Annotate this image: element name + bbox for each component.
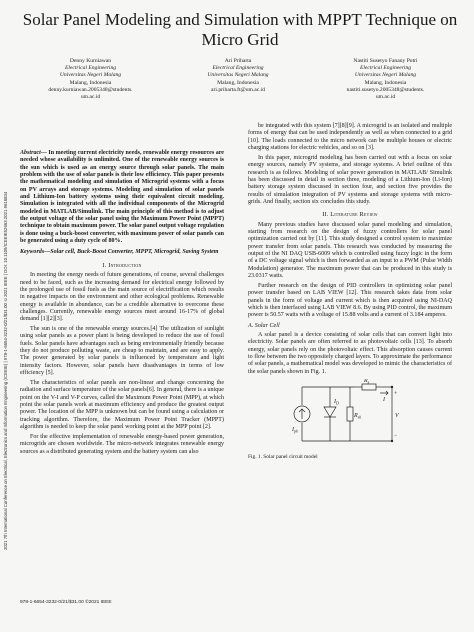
introduction-continued xyxy=(248,123,452,206)
section-heading-literature-review: II. Literature Review xyxy=(322,211,378,219)
label-rsh: R xyxy=(354,412,358,419)
svg-text:ID xyxy=(333,399,339,406)
author-block xyxy=(18,58,458,101)
author-city: Malang, Indonesia xyxy=(364,79,407,86)
paragraph: be integrated with this system [7][8][9]. A microgrid is an isolated and multiple forms of energy that can be used independently as well as when connected to a grid [10]. The loads connected to the micro network can be multiple houses or electric charging stations for electric vehicles, and so on [3]. xyxy=(248,123,452,152)
author-univ: Universitas Negeri Malang xyxy=(354,72,417,79)
keywords-text: Solar cell, Buck-Boost Converter, MPPT, Microgrid, Saving System xyxy=(50,249,219,256)
section-heading-introduction: I. Introduction xyxy=(102,261,142,269)
paragraph: Many previous studies have discussed solar panel modeling and simulation, starting from research on the design of fuzzy controllers for solar panel optimization carried out by [11]. This study designed a control system to maximize power transfer from solar panels. This research was conducted by measuring the output of the NI DAQ USB-6009 which is controlled using fuzzy logic in the form of a DC voltage signal which is then forwarded as an input to a PWM (Pulse Width Modulation) generator. The maximum power that can be produced in this study is 23.0317 watts. xyxy=(248,221,452,280)
doi-side-strip: 2021 7th International Conference on Electrical, Electronics and Information Engineering (ICEEIE) | 978-1-6654-3232-0/21/$31.00 ©2021 IEEE | DOI: 10.1109/ICEEIE52663.2021.9616834 xyxy=(3,191,8,550)
svg-text:Iph xyxy=(292,427,298,434)
svg-text:Rs xyxy=(363,379,370,385)
solar-cell-body xyxy=(248,332,452,376)
paragraph: Further research on the design of PID controllers in optimizing solar panel power transfer based on LAB VIEW [12]. This research takes data from solar panels in the form of voltage and current which is then acquired using NI-DAQ which is then interfaced using LAB VIEW 8.6. By using PID control, the maximum power is 50.57 watts with a voltage of 15.88 volts and a current of 3.184 amperes. xyxy=(248,282,452,319)
label-rsh-sub: sh xyxy=(357,414,362,419)
paragraph: In this paper, microgrid modeling has been carried out with a focus on solar energy sources, namely PV systems, and storage systems. A brief outline of this research is as follows. Modeling of solar power generation in MATLAB/ Simulink has been discussed in detail in section three, modeling of a Lithium-Ion (Li-Ion) battery storage system discussed in section four, and section five provides the results of simulation integration of PV systems and storage systems with micro-grids. And finally, section six concludes this study. xyxy=(248,154,452,205)
right-column xyxy=(248,123,452,461)
abstract xyxy=(20,150,224,245)
author-dept: Electrical Engineering xyxy=(64,65,117,72)
label-id-sub: D xyxy=(336,400,339,405)
author-name: Nastiti Susetyo Fanany Putri xyxy=(353,58,418,64)
keywords xyxy=(20,249,224,256)
label-plus: + xyxy=(394,390,398,397)
figure-caption: Fig. 1. Solar panel circuit model xyxy=(248,453,318,460)
label-iph: I xyxy=(292,426,294,433)
author-city: Malang, Indonesia xyxy=(69,79,112,86)
introduction-body xyxy=(20,272,224,456)
author-univ: Universitas Negeri Malang xyxy=(207,72,269,79)
paragraph: The characteristics of solar panels are non-linear and change concerning the radiation and surface temperature of the solar panels[6]. In general, there is a unique point on the V-I and V-P curves, called the Maximum Power Point (MPP), at which point the solar panels work at maximum efficiency and produce the greatest output power. The location of the MPP is unknown but can be found using a calculation or tracking algorithm. Therefore, the Maximum Power Point Tracker (MPPT) algorithm is needed to keep the solar panel working point at the MPP point [2]. xyxy=(20,379,224,431)
author-univ: Universitas Negeri Malang xyxy=(59,72,122,79)
author-dept: Electrical Engineering xyxy=(212,65,264,72)
left-column xyxy=(20,150,224,458)
author-1 xyxy=(18,58,163,101)
author-email: denny.kurniawan.2005348@students. xyxy=(48,86,133,93)
author-3 xyxy=(313,58,458,101)
paragraph: A solar panel is a device consisting of solar cells that can convert light into electricity. Solar panels are often referred to as photovoltaic cells [13]. To absorb energy, solar panels rely on the photovoltaic effect. This absorption causes current to flow between the two oppositely charged layers. To approximate the performance of solar panels, a mathematical model was developed to mimic the characteristics of the solar panels shown in Fig. 1. xyxy=(248,331,452,375)
author-2 xyxy=(166,58,311,101)
author-dept: Electrical Engineering xyxy=(359,65,412,72)
author-city: Malang, Indonesia xyxy=(217,79,259,86)
figure-solar-circuit xyxy=(292,379,402,453)
label-id: I xyxy=(334,398,336,405)
label-i: I xyxy=(383,396,385,403)
keywords-label: Keywords— xyxy=(20,249,51,256)
author-email: nastiti.susetyo.2005348@students. xyxy=(346,86,425,93)
label-iph-sub: ph xyxy=(294,428,298,433)
page-footer: 978-1-6654-3232-0/21/$31.00 ©2021 IEEE xyxy=(20,600,112,605)
label-rs-sub: s xyxy=(367,379,370,384)
label-minus: − xyxy=(394,432,398,439)
paragraph: In meeting the energy needs of future generations, of course, several challenges need to be faced, such as the increasing demand for electrical energy followed by the prolonged use of fossil fuels as the main source of electrification which results in negative impacts on the environment and other ecological problems. Renewable energy is available in abundance, can be a credible alternative to overcome these challenges. Currently, renewable energy sources meet around 16-17% of global demand [1][2][3]. xyxy=(20,272,224,323)
author-email2: um.ac.id xyxy=(80,94,101,101)
literature-review-body xyxy=(248,222,452,320)
author-name: Ari Priharta xyxy=(224,58,252,64)
author-name: Denny Kurniawan xyxy=(69,58,112,64)
label-rs: R xyxy=(364,378,368,384)
abstract-label: Abstract— xyxy=(20,150,47,156)
svg-text:Rsh xyxy=(353,413,361,420)
paragraph: The sun is one of the renewable energy sources.[4] The utilization of sunlight using solar panels as a power plant is being developed to reduce the use of fossil fuels. Solar panels have advantages such as being environmentally friendly because they do not produce polluting waste, are cheap to maintain, and are easy to apply. The power generated by solar panels is influenced by temperature and light intensity factors. However, solar panels have disadvantages in terms of low efficiency [5]. xyxy=(20,326,224,377)
subsection-heading-solar-cell: A. Solar Cell xyxy=(248,322,280,329)
solar-panel-circuit-diagram xyxy=(292,379,402,453)
abstract-text: In meeting current electricity needs, renewable energy resources are needed whose availability is unlimited. One of the renewable energy sources is the sun which is used as an energy source through solar panels. The main problem with the use of solar panels is their low efficiency. This paper presents the mathematical modeling and simulation of Microgrid systems with a focus on PV arrays and storage systems. Modeling and simulation of solar panels and Lithium-Ion battery systems using their equivalent circuit modeling. Simulation is integrated with all the individual components of the Microgrid modeled in MATLAB/Simulink. The main principle of this method is to adjust the output voltage of the solar panel using the Maximum Power Point (MPPT) technique to obtain maximum power. The solar panel output voltage regulation is done using a buck-boost converter, with maximum power of solar panels can be generated using a duty cycle of 80%. xyxy=(20,150,224,245)
label-v: V xyxy=(395,412,399,419)
paragraph: For the effective implementation of renewable energy-based power generation, microgrids are chosen worldwide. The micro-network integrates renewable energy sources as a distributed generating system and the battery system can also xyxy=(20,433,224,455)
author-email2: um.ac.id xyxy=(375,94,396,101)
paper-title: Solar Panel Modeling and Simulation with MPPT Technique on Micro Grid xyxy=(22,10,458,49)
author-email: ari.priharta.ft@um.ac.id xyxy=(211,86,265,93)
